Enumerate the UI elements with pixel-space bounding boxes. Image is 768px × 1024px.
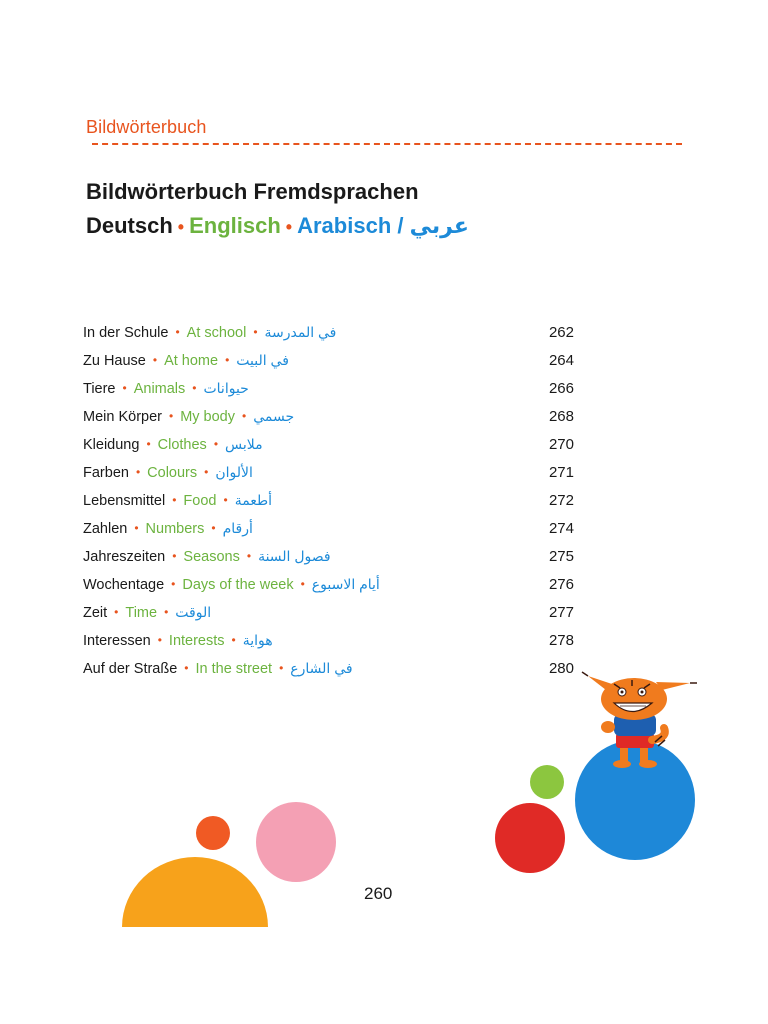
toc-english: My body (180, 409, 235, 425)
bullet-separator: • (122, 381, 127, 395)
toc-german: Farben (83, 465, 129, 481)
toc-arabic: في المدرسة (264, 324, 337, 340)
bullet-separator: • (152, 353, 158, 367)
toc-german: Zahlen (83, 521, 128, 537)
bullet-separator: • (231, 633, 236, 647)
toc-page-number: 268 (548, 408, 574, 425)
language-german: Deutsch (86, 213, 173, 238)
bullet-separator: • (253, 325, 258, 339)
green-small-circle (530, 765, 564, 799)
toc-page-number: 276 (548, 576, 574, 593)
toc-english: Colours (147, 465, 198, 481)
bullet-separator: • (172, 493, 177, 507)
toc-german: Auf der Straße (83, 661, 178, 677)
toc-arabic: أرقام (222, 520, 253, 536)
toc-german: Zu Hause (83, 353, 146, 369)
bullet-separator: • (223, 493, 228, 507)
bullet-separator: • (164, 605, 169, 619)
toc-arabic: حيوانات (203, 380, 249, 396)
bullet-separator: • (204, 465, 209, 479)
toc-english: In the street (195, 661, 273, 677)
toc-german: Mein Körper (83, 409, 162, 425)
language-separator: • (177, 217, 185, 237)
toc-english: Food (183, 493, 217, 509)
toc-english: At school (186, 325, 247, 341)
page-number: 260 (364, 884, 393, 903)
toc-page-number: 278 (548, 632, 574, 649)
toc-english: Seasons (183, 549, 240, 565)
bullet-separator: • (300, 577, 305, 591)
toc-english: At home (164, 353, 219, 369)
toc-arabic: في الشارع (290, 660, 353, 676)
bullet-separator: • (134, 521, 139, 535)
toc-german: Wochentage (83, 577, 165, 593)
language-english: Englisch (189, 213, 281, 238)
bullet-separator: • (175, 325, 180, 339)
toc-german: Jahreszeiten (83, 549, 166, 565)
toc-page-number: 280 (548, 660, 574, 677)
toc-page-number: 264 (548, 352, 574, 369)
toc-arabic: في البيت (236, 352, 289, 368)
toc-arabic: أطعمة (234, 492, 273, 508)
toc-page-number: 271 (548, 464, 574, 481)
toc-english: Clothes (157, 437, 207, 453)
page-title: Bildwörterbuch Fremdsprachen (86, 179, 419, 204)
language-arabic-native: عربي (409, 213, 469, 238)
toc-english: Numbers (145, 521, 205, 537)
bullet-separator: • (171, 577, 176, 591)
bullet-separator: • (168, 409, 174, 423)
toc-english: Days of the week (182, 577, 294, 593)
bullet-separator: • (246, 549, 252, 563)
red-circle (495, 803, 565, 873)
bullet-separator: • (192, 381, 197, 395)
orange-small-circle (196, 816, 230, 850)
toc-german: Tiere (83, 381, 116, 397)
bullet-separator: • (225, 353, 230, 367)
toc-arabic: هواية (242, 632, 273, 648)
toc-german: In der Schule (83, 325, 169, 341)
bullet-separator: • (135, 465, 141, 479)
toc-arabic: ملابس (225, 436, 263, 452)
bullet-separator: • (146, 437, 151, 451)
toc-german: Interessen (83, 633, 151, 649)
bullet-separator: • (184, 661, 189, 675)
bullet-separator: • (114, 605, 119, 619)
toc-english: Interests (168, 633, 225, 649)
bullet-separator: • (279, 661, 284, 675)
toc-english: Time (125, 605, 158, 621)
toc-page-number: 275 (548, 548, 574, 565)
toc-page-number: 274 (548, 520, 574, 537)
toc-german: Zeit (83, 605, 108, 621)
toc-page-number: 270 (548, 436, 574, 453)
bullet-separator: • (242, 409, 247, 423)
bullet-separator: • (213, 437, 219, 451)
toc-arabic: الوقت (175, 604, 212, 620)
toc-page-number: 272 (548, 492, 574, 509)
toc-arabic: أيام الاسبوع (311, 576, 380, 592)
language-separator: • (285, 217, 293, 237)
toc-page-number: 277 (548, 604, 574, 621)
bullet-separator: • (211, 521, 216, 535)
toc-german: Lebensmittel (83, 493, 166, 509)
section-label: Bildwörterbuch (86, 117, 207, 137)
toc-german: Kleidung (83, 437, 140, 453)
toc-arabic: فصول السنة (258, 548, 331, 564)
language-arabic: Arabisch / (297, 213, 404, 238)
toc-arabic: جسمي (253, 408, 295, 424)
blue-circle (575, 740, 695, 860)
toc-page-number: 262 (548, 324, 574, 341)
toc-arabic: الألوان (215, 464, 253, 480)
bullet-separator: • (157, 633, 162, 647)
toc-english: Animals (133, 381, 186, 397)
bullet-separator: • (172, 549, 177, 563)
pink-circle (256, 802, 336, 882)
toc-page-number: 266 (548, 380, 574, 397)
